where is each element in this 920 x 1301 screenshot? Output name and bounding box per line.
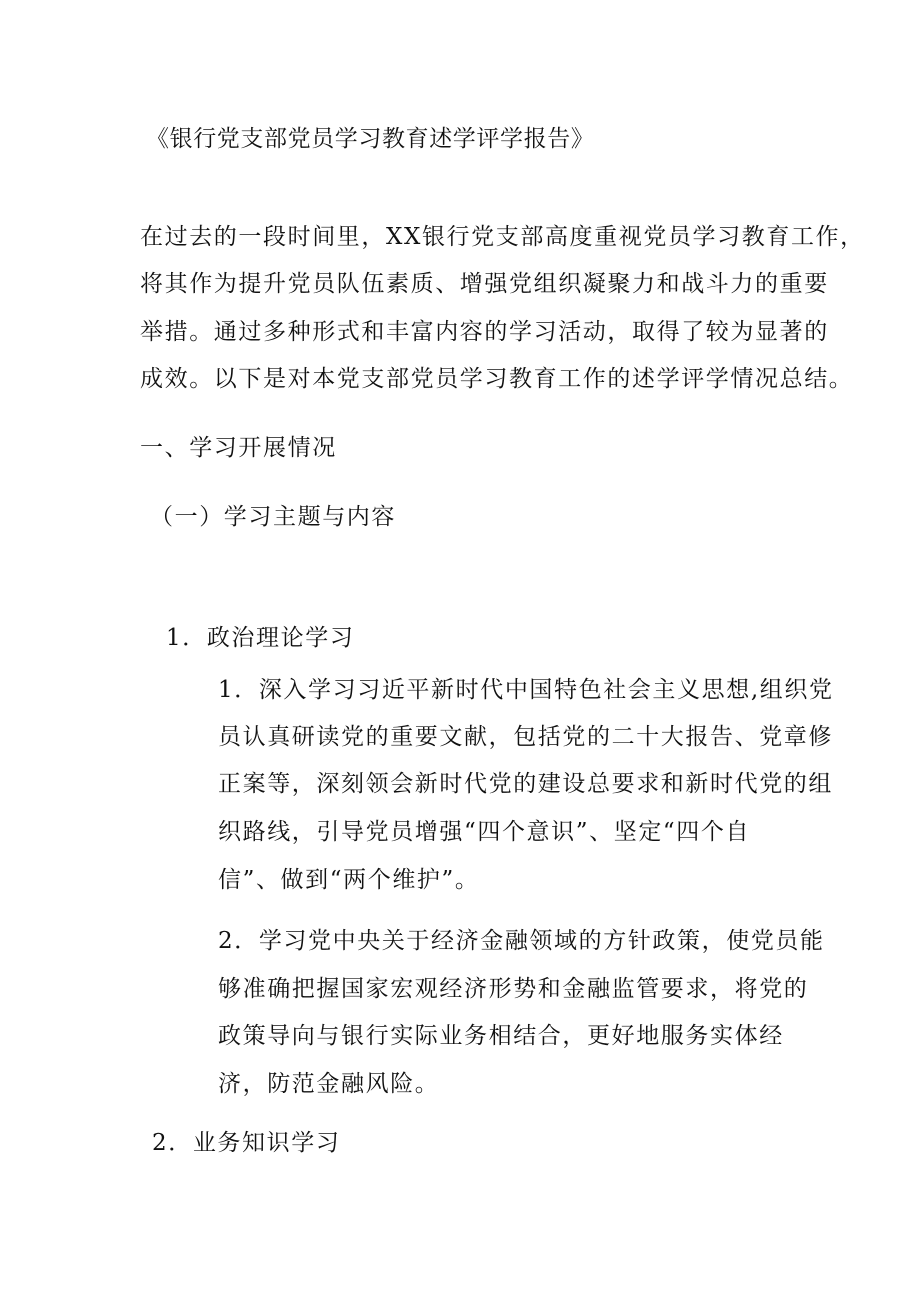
item-line: 织路线，引导党员增强“四个意识”、坚定“四个自 [218,819,751,845]
intro-line: 成效。以下是对本党支部党员学习教育工作的述学评学情况总结。 [140,366,854,392]
item-line: 1．深入学习习近平新时代中国特色社会主义思想,组织党 [218,677,834,703]
topic-heading-political-theory: 1．政治理论学习 [166,625,355,651]
item-line: 政策导向与银行实际业务相结合，更好地服务实体经 [218,1023,784,1049]
item-line: 够准确把握国家宏观经济形势和金融监管要求，将党的 [218,976,809,1002]
item-line: 2．学习党中央关于经济金融领域的方针政策，使党员能 [218,928,825,954]
section-heading: 一、学习开展情况 [140,435,337,461]
item-line: 济，防范金融风险。 [218,1071,440,1097]
subsection-heading: （一）学习主题与内容 [150,504,396,530]
intro-line: 举措。通过多种形式和丰富内容的学习活动，取得了较为显著的 [140,319,829,345]
item-line: 正案等，深刻领会新时代党的建设总要求和新时代党的组 [218,771,833,797]
document-title: 《银行党支部党员学习教育述学评学报告》 [146,126,595,152]
item-line: 员认真研读党的重要文献，包括党的二十大报告、党章修 [218,724,833,750]
item-line: 信”、做到“两个维护”。 [218,867,480,893]
topic-heading-business-knowledge: 2．业务知识学习 [152,1130,341,1156]
intro-line: 在过去的一段时间里，XX银行党支部高度重视党员学习教育工作， [140,224,865,250]
intro-line: 将其作为提升党员队伍素质、增强党组织凝聚力和战斗力的重要 [140,271,829,297]
